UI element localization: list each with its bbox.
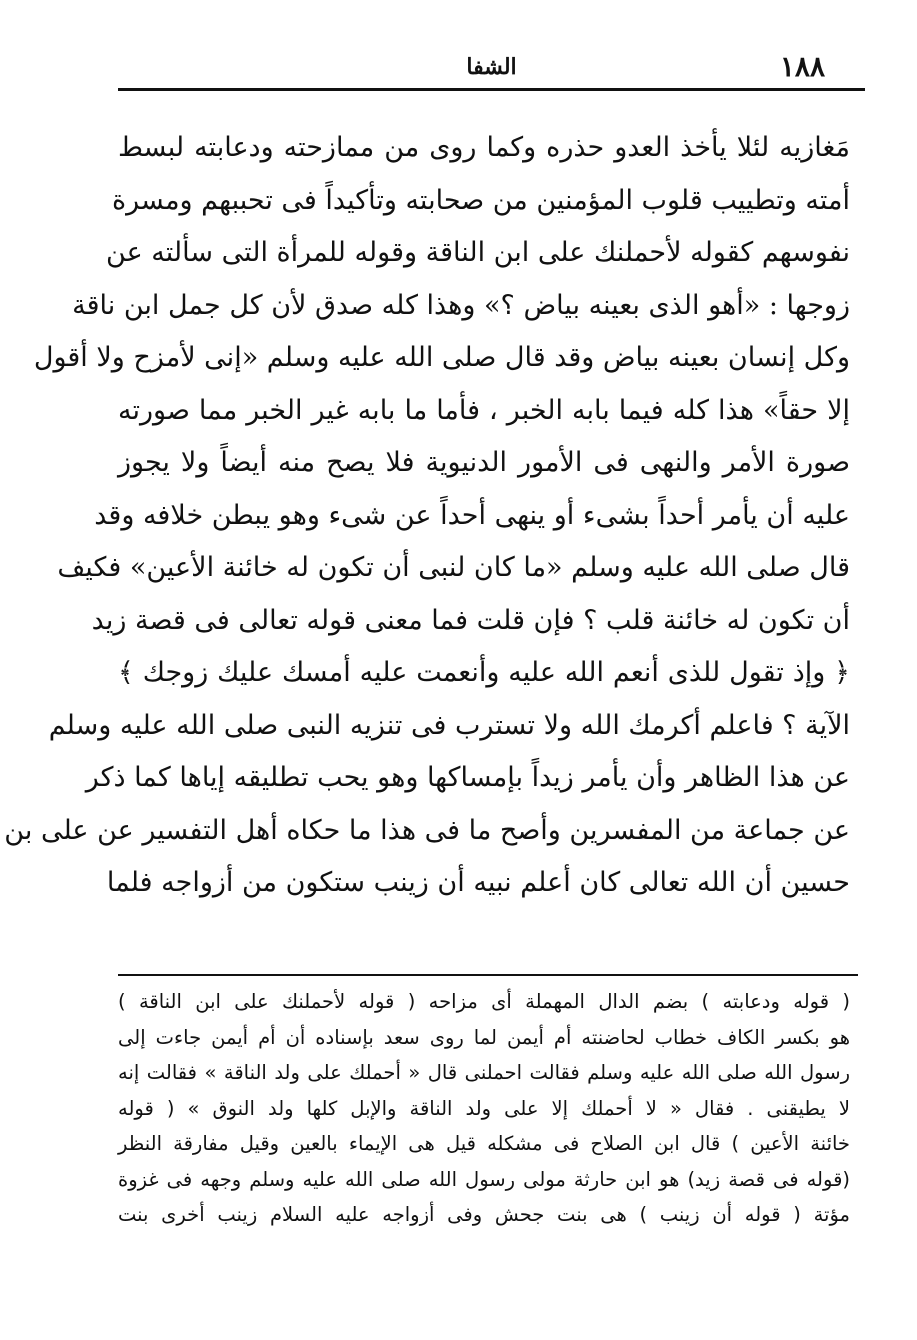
footnotes <box>118 984 850 1233</box>
text-line: ﴿ وإذ تقول للذى أنعم الله عليه وأنعمت عليه أمسك عليك زوجك ﴾ <box>118 657 850 688</box>
footnote-line: ( قوله ودعابته ) بضم الدال المهملة أى مزاحه ( قوله لأحملنك على ابن الناقة ) <box>118 990 850 1013</box>
text-line: نفوسهم كقوله لأحملنك على ابن الناقة وقوله للمرأة التى سألته عن <box>106 237 850 268</box>
text-line: أن تكون له خائنة قلب ؟ فإن قلت فما معنى قوله تعالى فى قصة زيد <box>91 604 850 636</box>
text-line: وكل إنسان بعينه بياض وقد قال صلى الله عليه وسلم «إنى لأمزح ولا أقول <box>33 342 850 373</box>
text-line: عن هذا الظاهر وأن يأمر زيداً بإمساكها وهو يحب تطليقه إياها كما ذكر <box>85 762 850 793</box>
footnote-line: (قوله فى قصة زيد) هو ابن حارثة مولى رسول الله صلى الله عليه وسلم وجهه فى غزوة <box>118 1167 850 1191</box>
footnote-line: رسول الله صلى الله عليه وسلم فقالت احملنى قال « أحملك على ولد الناقة » فقالت إنه <box>118 1061 850 1084</box>
text-line: مَغازيه لئلا يأخذ العدو حذره وكما روى من ممازحته ودعابته لبسط <box>118 132 850 163</box>
footnote-line: هو بكسر الكاف خطاب لحاضنته أم أيمن لما روى سعد بإسناده أن أم أيمن جاءت إلى <box>118 1025 850 1049</box>
text-line: الآية ؟ فاعلم أكرمك الله ولا تسترب فى تنزيه النبى صلى الله عليه وسلم <box>48 709 850 741</box>
footnote-line: لا يطيقنى . فقال « لا أحملك إلا على ولد الناقة والإبل كلها ولد النوق » ( قوله <box>118 1096 850 1120</box>
running-title: الشفا <box>466 54 517 80</box>
footnote-rule <box>118 974 858 976</box>
text-line: حسين أن الله تعالى كان أعلم نبيه أن زينب ستكون من أزواجه فلما <box>106 867 850 898</box>
main-text <box>4 122 850 910</box>
text-line: صورة الأمر والنهى فى الأمور الدنيوية فلا يصح منه أيضاً ولا يجوز <box>118 447 850 478</box>
footnote-line: مؤتة ( قوله أن زينب ) هى بنت جحش وفى أزواجه عليه السلام زينب أخرى بنت <box>118 1203 850 1226</box>
header-rule <box>118 88 865 91</box>
text-line: عن جماعة من المفسرين وأصح ما فى هذا ما حكاه أهل التفسير عن على بن <box>4 814 850 846</box>
page-number: ١٨٨ <box>779 50 825 83</box>
text-line: زوجها : «أهو الذى بعينه بياض ؟» وهذا كله صدق لأن كل جمل ابن ناقة <box>72 289 850 321</box>
page-header <box>118 50 865 86</box>
text-line: أمته وتطييب قلوب المؤمنين من صحابته وتأكيداً فى تحببهم ومسرة <box>111 184 850 216</box>
text-line: عليه أن يأمر أحداً بشىء أو ينهى أحداً عن شىء وهو يبطن خلافه وقد <box>94 499 850 531</box>
text-line: قال صلى الله عليه وسلم «ما كان لنبى أن تكون له خائنة الأعين» فكيف <box>57 552 850 583</box>
footnote-line: خائنة الأعين ) قال ابن الصلاح فى مشكله قيل هى الإيماء بالعين وقيل مفارقة النظر <box>118 1132 850 1155</box>
text-line: إلا حقاً» هذا كله فيما بابه الخبر ، فأما ما بابه غير الخبر مما صورته <box>118 394 850 426</box>
